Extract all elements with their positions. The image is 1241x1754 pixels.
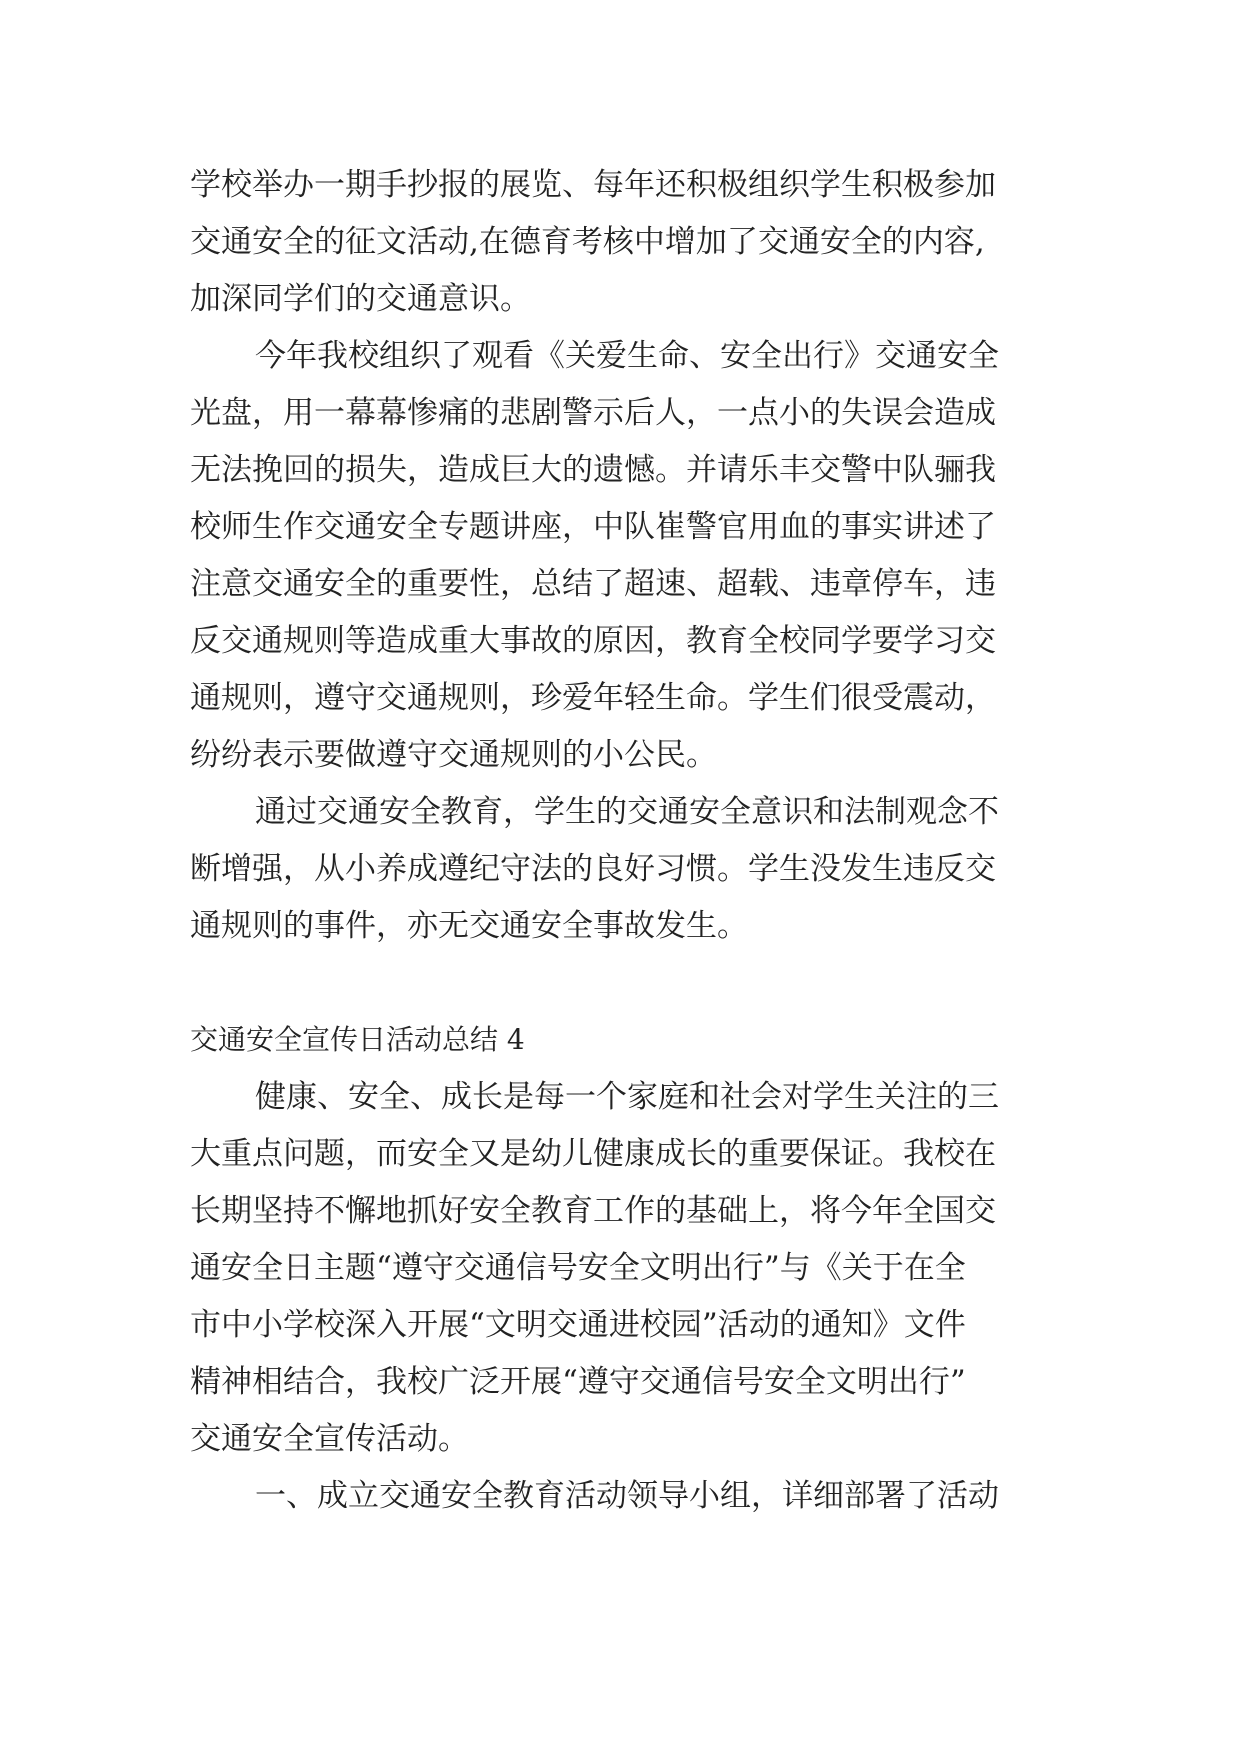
paragraph-line: 精神相结合，我校广泛开展“遵守交通信号安全文明出行” [190,1364,966,1400]
paragraph-line: 长期坚持不懈地抓好安全教育工作的基础上，将今年全国交 [190,1193,996,1229]
paragraph-line: 大重点问题，而安全又是幼儿健康成长的重要保证。我校在 [190,1136,996,1172]
paragraph-line: 加深同学们的交通意识。 [190,281,531,317]
paragraph-line: 交通安全宣传活动。 [190,1421,469,1457]
paragraph-line: 通规则的事件，亦无交通安全事故发生。 [190,908,748,944]
paragraph-line: 通过交通安全教育，学生的交通安全意识和法制观念不 [255,794,999,830]
section-heading: 交通安全宣传日活动总结 4 [190,1023,525,1056]
paragraph-line: 无法挽回的损失，造成巨大的遗憾。并请乐丰交警中队骊我 [190,452,996,488]
paragraph-line: 一、成立交通安全教育活动领导小组，详细部署了活动 [255,1478,999,1514]
paragraph-line: 反交通规则等造成重大事故的原因，教育全校同学要学习交 [190,623,996,659]
paragraph-line: 今年我校组织了观看《关爱生命、安全出行》交通安全 [255,338,999,374]
paragraph-line: 健康、安全、成长是每一个家庭和社会对学生关注的三 [255,1079,999,1115]
paragraph-line: 市中小学校深入开展“文明交通进校园”活动的通知》文件 [190,1307,966,1343]
paragraph-line: 交通安全的征文活动,在德育考核中增加了交通安全的内容, [190,224,985,260]
paragraph-line: 通规则，遵守交通规则，珍爱年轻生命。学生们很受震动， [190,680,996,716]
paragraph-line: 学校举办一期手抄报的展览、每年还积极组织学生积极参加 [190,167,996,203]
paragraph-line: 校师生作交通安全专题讲座，中队崔警官用血的事实讲述了 [190,509,996,545]
paragraph-line: 注意交通安全的重要性，总结了超速、超载、违章停车，违 [190,566,996,602]
paragraph-line: 纷纷表示要做遵守交通规则的小公民。 [190,737,717,773]
paragraph-line: 通安全日主题“遵守交通信号安全文明出行”与《关于在全 [190,1250,966,1286]
paragraph-line: 光盘，用一幕幕惨痛的悲剧警示后人，一点小的失误会造成 [190,395,996,431]
paragraph-line: 断增强，从小养成遵纪守法的良好习惯。学生没发生违反交 [190,851,996,887]
